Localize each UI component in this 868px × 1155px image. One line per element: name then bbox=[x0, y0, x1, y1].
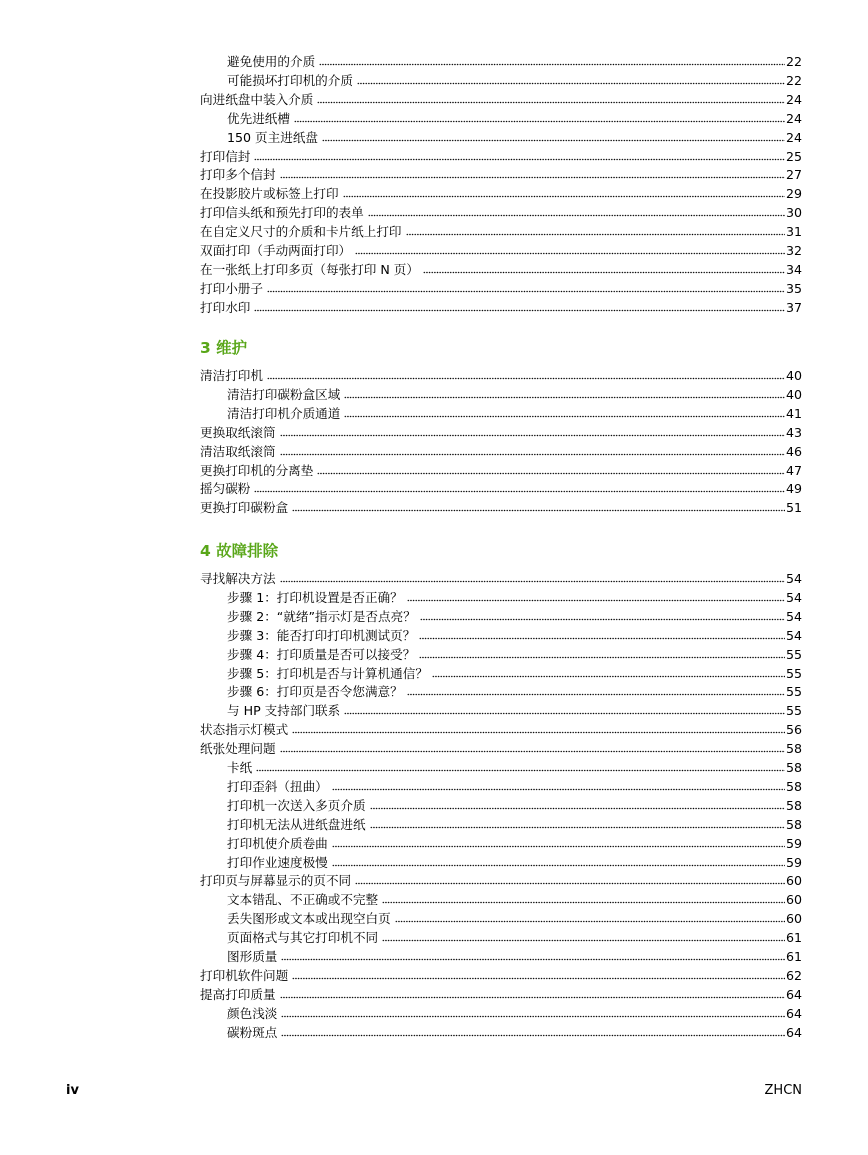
dot-leader bbox=[370, 807, 785, 810]
toc-entry-title: 清洁打印机 bbox=[200, 368, 263, 383]
toc-entry[interactable] bbox=[200, 201, 802, 220]
dot-leader bbox=[280, 996, 785, 999]
toc-entry-page: 58 bbox=[785, 741, 802, 757]
dot-leader bbox=[382, 939, 785, 942]
toc-entry[interactable] bbox=[227, 624, 802, 643]
toc-entry-title: 步骤 4：打印质量是否可以接受？ bbox=[227, 646, 416, 662]
toc-entry[interactable] bbox=[227, 1002, 802, 1021]
toc-entry-title: 打印机一次送入多页介质 bbox=[227, 797, 366, 813]
toc-entry-page: 40 bbox=[785, 386, 802, 402]
toc-entry[interactable] bbox=[227, 107, 802, 126]
dot-leader bbox=[343, 195, 785, 198]
dot-leader bbox=[267, 290, 785, 293]
dot-leader bbox=[267, 377, 785, 380]
toc-entry[interactable] bbox=[200, 737, 802, 756]
toc-entry-title: 打印页与屏幕显示的页不同 bbox=[200, 873, 352, 889]
toc-entry-page: 54 bbox=[785, 608, 802, 624]
dot-leader bbox=[395, 920, 785, 923]
toc-entry-page: 58 bbox=[785, 797, 802, 813]
toc-entry-page: 58 bbox=[785, 778, 802, 794]
toc-entry-page: 22 bbox=[785, 72, 802, 88]
toc-entry-page: 54 bbox=[785, 589, 802, 605]
toc-entry[interactable] bbox=[200, 163, 802, 182]
toc-entry-page: 34 bbox=[785, 261, 802, 277]
toc-entry-title: 打印机软件问题 bbox=[200, 967, 289, 983]
toc-entry-title: 摇匀碳粉 bbox=[200, 481, 251, 497]
toc-entry[interactable] bbox=[200, 220, 802, 239]
toc-entry[interactable] bbox=[227, 756, 802, 775]
toc-entry[interactable] bbox=[200, 459, 802, 478]
toc-entry-page: 51 bbox=[785, 500, 802, 516]
toc-entry-title: 可能损坏打印机的介质 bbox=[227, 72, 353, 88]
toc-entry-page: 55 bbox=[785, 665, 802, 681]
dot-leader bbox=[280, 453, 785, 456]
toc-entry-title: 在一张纸上打印多页（每张打印 N 页） bbox=[200, 261, 419, 277]
toc-entry-title: 步骤 5：打印机是否与计算机通信？ bbox=[227, 665, 428, 681]
toc-entry-title: 颜色浅淡 bbox=[227, 1005, 278, 1021]
dot-leader bbox=[254, 490, 785, 493]
toc-entry-page: 46 bbox=[785, 443, 802, 459]
toc-entry-title: 与 HP 支持部门联系 bbox=[227, 703, 341, 719]
toc-entry-title: 清洁打印机介质通道 bbox=[227, 405, 341, 421]
dot-leader bbox=[344, 396, 785, 399]
toc-entry-page: 37 bbox=[785, 299, 802, 315]
toc-entry-page: 58 bbox=[785, 760, 802, 775]
toc-entry[interactable] bbox=[227, 907, 802, 926]
toc-entry[interactable] bbox=[200, 421, 802, 440]
page-number: iv bbox=[66, 1083, 79, 1098]
dot-leader bbox=[355, 882, 785, 885]
toc-entry-page: 60 bbox=[785, 892, 802, 908]
toc-entry-title: 页面格式与其它打印机不同 bbox=[227, 930, 379, 946]
toc-entry-page: 43 bbox=[785, 424, 802, 440]
dot-leader bbox=[406, 233, 785, 236]
toc-entry-title: 步骤 6：打印页是否令您满意？ bbox=[227, 684, 403, 700]
chapter-4-heading: 4 故障排除 bbox=[200, 542, 279, 560]
dot-leader bbox=[281, 1015, 785, 1018]
dot-leader bbox=[419, 656, 785, 659]
toc-entry-title: 打印歪斜（扭曲） bbox=[227, 778, 328, 794]
toc-entry[interactable] bbox=[227, 775, 802, 794]
toc-entry-page: 55 bbox=[785, 646, 802, 662]
toc-entry-title: 纸张处理问题 bbox=[200, 741, 276, 757]
toc-entry-page: 54 bbox=[785, 627, 802, 643]
dot-leader bbox=[357, 82, 785, 85]
toc-entry-title: 文本错乱、不正确或不完整 bbox=[227, 892, 379, 908]
toc-entry-title: 步骤 3：能否打印打印机测试页？ bbox=[227, 627, 416, 643]
toc-entry-page: 30 bbox=[785, 205, 802, 221]
toc-entry[interactable] bbox=[227, 794, 802, 813]
toc-entry-page: 35 bbox=[785, 280, 802, 296]
dot-leader bbox=[420, 618, 785, 621]
dot-leader bbox=[280, 176, 785, 179]
toc-entry[interactable] bbox=[227, 605, 802, 624]
toc-entry-title: 在投影胶片或标签上打印 bbox=[200, 186, 339, 202]
toc-entry-title: 状态指示灯模式 bbox=[200, 722, 289, 738]
toc-entry-page: 54 bbox=[785, 571, 802, 586]
dot-leader bbox=[280, 434, 785, 437]
chapter-3-heading: 3 维护 bbox=[200, 339, 248, 357]
toc-entry-title: 打印作业速度极慢 bbox=[227, 854, 328, 870]
toc-entry[interactable] bbox=[227, 662, 802, 681]
dot-leader bbox=[332, 788, 785, 791]
toc-entry[interactable] bbox=[200, 277, 802, 296]
dot-leader bbox=[281, 958, 785, 961]
toc-entry-title: 寻找解决方法 bbox=[200, 571, 276, 586]
toc-entry[interactable] bbox=[200, 964, 802, 983]
toc-entry-title: 步骤 2：“就绪”指示灯是否点亮？ bbox=[227, 608, 416, 624]
toc-entry[interactable] bbox=[227, 851, 802, 870]
toc-entry-title: 优先进纸槽 bbox=[227, 110, 290, 126]
toc-entry[interactable] bbox=[227, 586, 802, 605]
toc-entry-title: 打印小册子 bbox=[200, 280, 263, 296]
toc-entry-page: 62 bbox=[785, 967, 802, 983]
toc-entry-title: 更换打印机的分离垫 bbox=[200, 462, 314, 478]
dot-leader bbox=[432, 675, 785, 678]
toc-entry[interactable] bbox=[227, 1021, 802, 1040]
dot-leader bbox=[317, 101, 785, 104]
toc-entry-page: 60 bbox=[785, 873, 802, 889]
toc-entry-title: 步骤 1：打印机设置是否正确？ bbox=[227, 589, 403, 605]
toc-entry-page: 24 bbox=[785, 91, 802, 107]
toc-entry-page: 61 bbox=[785, 949, 802, 964]
toc-entry-page: 59 bbox=[785, 854, 802, 870]
dot-leader bbox=[332, 864, 785, 867]
toc-entry[interactable] bbox=[227, 813, 802, 832]
toc-entry[interactable] bbox=[227, 926, 802, 945]
dot-leader bbox=[317, 472, 785, 475]
dot-leader bbox=[332, 845, 785, 848]
toc-entry-title: 打印水印 bbox=[200, 299, 251, 315]
toc-entry-page: 55 bbox=[785, 684, 802, 700]
toc-entry-page: 41 bbox=[785, 405, 802, 421]
toc-entry-page: 55 bbox=[785, 703, 802, 719]
dot-leader bbox=[319, 63, 785, 66]
toc-entry[interactable] bbox=[200, 983, 802, 1002]
toc-entry[interactable] bbox=[200, 477, 802, 496]
toc-entry-title: 清洁取纸滚筒 bbox=[200, 443, 276, 459]
toc-entry-title: 向进纸盘中装入介质 bbox=[200, 91, 314, 107]
dot-leader bbox=[292, 731, 785, 734]
toc-entry-title: 避免使用的介质 bbox=[227, 54, 316, 69]
dot-leader bbox=[292, 509, 785, 512]
locale-code: ZHCN bbox=[764, 1083, 802, 1098]
toc-entry-title: 提高打印质量 bbox=[200, 986, 276, 1002]
toc-entry-page: 27 bbox=[785, 167, 802, 183]
toc-entry-page: 24 bbox=[785, 129, 802, 145]
toc-entry-page: 60 bbox=[785, 911, 802, 927]
toc-entry[interactable] bbox=[227, 383, 802, 402]
toc-entry[interactable] bbox=[200, 145, 802, 164]
dot-leader bbox=[280, 580, 785, 583]
toc-entry[interactable] bbox=[227, 126, 802, 145]
toc-entry[interactable] bbox=[227, 832, 802, 851]
toc-entry-page: 47 bbox=[785, 462, 802, 478]
dot-leader bbox=[382, 901, 785, 904]
toc-entry[interactable] bbox=[227, 699, 802, 718]
toc-entry-title: 打印机使介质卷曲 bbox=[227, 835, 328, 851]
toc-entry-page: 31 bbox=[785, 224, 802, 240]
toc-entry-title: 在自定义尺寸的介质和卡片纸上打印 bbox=[200, 224, 402, 240]
toc-entry-title: 更换取纸滚筒 bbox=[200, 424, 276, 440]
toc-entry[interactable] bbox=[200, 364, 802, 383]
toc-entry[interactable] bbox=[200, 567, 802, 586]
toc-entry[interactable] bbox=[200, 440, 802, 459]
dot-leader bbox=[281, 1034, 785, 1037]
toc-entry-page: 22 bbox=[785, 54, 802, 69]
toc-entry-page: 49 bbox=[785, 481, 802, 497]
toc-entry-page: 29 bbox=[785, 186, 802, 202]
toc-entry[interactable] bbox=[200, 239, 802, 258]
toc-entry-page: 64 bbox=[785, 1005, 802, 1021]
dot-leader bbox=[344, 415, 785, 418]
dot-leader bbox=[407, 599, 785, 602]
toc-entry-title: 打印机无法从进纸盘进纸 bbox=[227, 816, 366, 832]
toc-entry[interactable] bbox=[227, 50, 802, 69]
dot-leader bbox=[423, 271, 785, 274]
dot-leader bbox=[419, 637, 785, 640]
toc-entry-page: 58 bbox=[785, 816, 802, 832]
toc-entry[interactable] bbox=[200, 88, 802, 107]
dot-leader bbox=[280, 750, 785, 753]
toc-entry[interactable] bbox=[227, 680, 802, 699]
dot-leader bbox=[256, 769, 785, 772]
dot-leader bbox=[254, 309, 785, 312]
toc-entry-page: 64 bbox=[785, 1024, 802, 1040]
dot-leader bbox=[344, 712, 785, 715]
toc-entry[interactable] bbox=[227, 402, 802, 421]
toc-entry-page: 56 bbox=[785, 722, 802, 738]
toc-entry-page: 64 bbox=[785, 986, 802, 1002]
toc-entry-page: 61 bbox=[785, 930, 802, 946]
toc-entry-title: 更换打印碳粉盒 bbox=[200, 500, 289, 516]
toc-entry[interactable] bbox=[200, 496, 802, 515]
toc-entry[interactable] bbox=[227, 888, 802, 907]
toc-entry[interactable] bbox=[227, 945, 802, 964]
dot-leader bbox=[407, 693, 785, 696]
toc-entry[interactable] bbox=[227, 69, 802, 88]
toc-entry-title: 丢失图形或文本或出现空白页 bbox=[227, 911, 391, 927]
toc-entry[interactable] bbox=[200, 869, 802, 888]
dot-leader bbox=[355, 252, 785, 255]
toc-entry-title: 打印信封 bbox=[200, 148, 251, 164]
toc-entry-title: 清洁打印碳粉盒区域 bbox=[227, 386, 341, 402]
toc-entry-title: 打印多个信封 bbox=[200, 167, 276, 183]
toc-entry-page: 59 bbox=[785, 835, 802, 851]
dot-leader bbox=[292, 977, 785, 980]
toc-entry-page: 32 bbox=[785, 243, 802, 258]
toc-entry[interactable] bbox=[200, 718, 802, 737]
dot-leader bbox=[368, 214, 785, 217]
dot-leader bbox=[370, 826, 785, 829]
toc-entry-page: 40 bbox=[785, 368, 802, 383]
toc-entry-title: 图形质量 bbox=[227, 949, 278, 964]
dot-leader bbox=[294, 120, 785, 123]
toc-entry[interactable] bbox=[200, 296, 802, 315]
toc-entry-title: 打印信头纸和预先打印的表单 bbox=[200, 205, 364, 221]
toc-entry[interactable] bbox=[200, 258, 802, 277]
dot-leader bbox=[322, 139, 785, 142]
toc-entry-title: 碳粉斑点 bbox=[227, 1024, 278, 1040]
toc-entry[interactable] bbox=[200, 182, 802, 201]
dot-leader bbox=[254, 158, 785, 161]
toc-entry-page: 25 bbox=[785, 148, 802, 164]
toc-entry[interactable] bbox=[227, 643, 802, 662]
toc-entry-title: 卡纸 bbox=[227, 760, 253, 775]
toc-entry-page: 24 bbox=[785, 110, 802, 126]
toc-entry-title: 双面打印（手动两面打印） bbox=[200, 243, 352, 258]
toc-entry-title: 150 页主进纸盘 bbox=[227, 129, 319, 145]
